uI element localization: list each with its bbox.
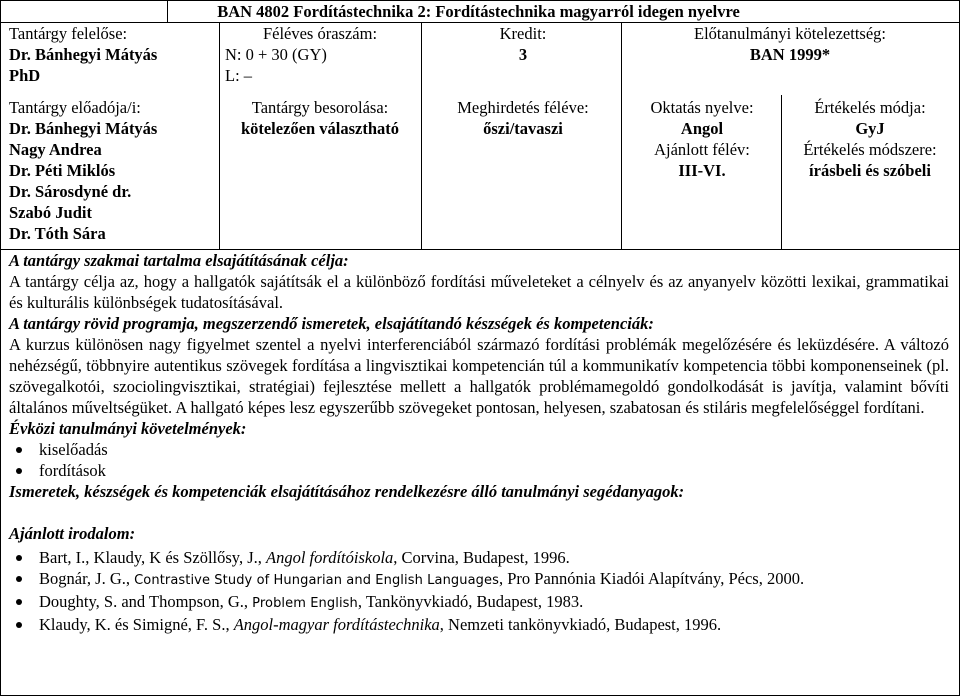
besorolas-label: Tantárgy besorolása: [251,98,389,117]
elotan-label: Előtanulmányi kötelezettség: [694,24,886,43]
felelos-cell [9,23,219,86]
meghirdetes-cell [423,97,623,139]
felelos-name: Dr. Bánhegyi Mátyás [9,45,158,64]
oraszam-n-prefix: N: [225,45,246,64]
eloado-name: Dr. Bánhegyi Mátyás [9,119,158,138]
besorolas-cell [221,97,419,139]
nyelv-label: Oktatás nyelve: [650,98,754,117]
eloado-label: Tantárgy előadója/i: [9,98,141,117]
list-item: fordítások [9,460,949,481]
segedanyag-heading: Ismeretek, készségek és kompetenciák elsajátításához rendelkezésre álló tanulmányi segédanyagok: [9,482,685,501]
cel-heading: A tantárgy szakmai tartalma elsajátításának célja: [9,251,349,270]
kredit-value: 3 [518,45,528,64]
description-body [9,250,949,635]
eloado-name: Dr. Tóth Sára [9,224,106,243]
ertekeles-cell [783,97,957,181]
ertekeles-modszere-label: Értékelés módszere: [803,140,937,159]
ertekeles-modja-label: Értékelés módja: [814,98,926,117]
irodalom-heading: Ajánlott irodalom: [9,524,136,543]
kredit-label: Kredit: [499,24,547,43]
ajanlott-value: III-VI. [678,161,726,180]
program-heading: A tantárgy rövid programja, megszerzendő ismeretek, elsajátítandó készségek és kompetenciák: [9,314,654,333]
irodalom-list [9,547,949,635]
meghirdetes-value: őszi/tavaszi [483,119,563,138]
eloado-cell [9,97,219,244]
felelos-degree: PhD [9,66,41,85]
felelos-label: Tantárgy felelőse: [9,24,128,43]
program-text: A kurzus különösen nagy figyelmet szentel a nyelvi interferenciából származó fordítási problémák megelőzésére és leküzdésére. A változó nehézségű, többnyire autentikus szövegek fordítása a lingvisztikai kompetencián túl a kommunikatív kompetencia többi komponenseinek (pl. szövegalkotói, szociolingvisztikai, stratégiai) fejlesztése mellett a hallgatók problémamegoldó gondolkodását is javítja, valamint bővíti általános műveltségüket. A hallgató képes lesz egyszerűbb szövegeket pontosan, helyesen, szabatosan és stiláris megfelelőséggel fordítani. [9,335,949,417]
nyelv-cell [623,97,781,181]
evkozi-heading: Évközi tanulmányi követelmények: [9,419,247,438]
course-info-grid [1,23,959,250]
kredit-cell [423,23,623,65]
eloado-name: Szabó Judit [9,203,92,222]
eloado-name: Dr. Sárosdyné dr. [9,182,132,201]
list-item: Doughty, S. and Thompson, G., Problem English, Tankönyvkiadó, Budapest, 1983. [9,591,949,614]
elotan-cell [623,23,957,65]
cel-text: A tantárgy célja az, hogy a hallgatók sajátítsák el a különböző fordítási műveleteket a célnyelv és az anyanyelv közötti lexikai, grammatikai és kulturális különbségek tudatosításával. [9,272,949,312]
eloado-name: Dr. Péti Miklós [9,161,116,180]
ertekeles-modja-value: GyJ [855,119,885,138]
list-item: Bart, I., Klaudy, K és Szöllősy, J., Angol fordítóiskola, Corvina, Budapest, 1996. [9,547,949,568]
nyelv-value: Angol [680,119,724,138]
oraszam-l: L: – [225,66,253,85]
oraszam-cell [221,23,419,86]
course-title: BAN 4802 Fordítástechnika 2: Fordítástechnika magyarról idegen nyelvre [167,1,959,22]
oraszam-label: Féléves óraszám: [262,24,378,43]
ertekeles-modszere-value: írásbeli és szóbeli [809,161,931,180]
list-item: kiselőadás [9,439,949,460]
list-item: Bognár, J. G., Contrastive Study of Hungarian and English Languages, Pro Pannónia Kiadói Alapítvány, Pécs, 2000. [9,568,949,591]
besorolas-value: kötelezően választható [240,119,400,138]
eloado-name: Nagy Andrea [9,140,102,159]
meghirdetes-label: Meghirdetés féléve: [457,98,589,117]
list-item: Klaudy, K. és Simigné, F. S., Angol-magyar fordítástechnika, Nemzeti tankönyvkiadó, Budapest, 1996. [9,614,949,635]
header-row [1,1,959,23]
ajanlott-label: Ajánlott félév: [654,140,750,159]
oraszam-n-value: 0 + 30 (GY) [245,45,327,64]
elotan-value: BAN 1999* [749,45,831,64]
evkozi-list [9,439,949,481]
